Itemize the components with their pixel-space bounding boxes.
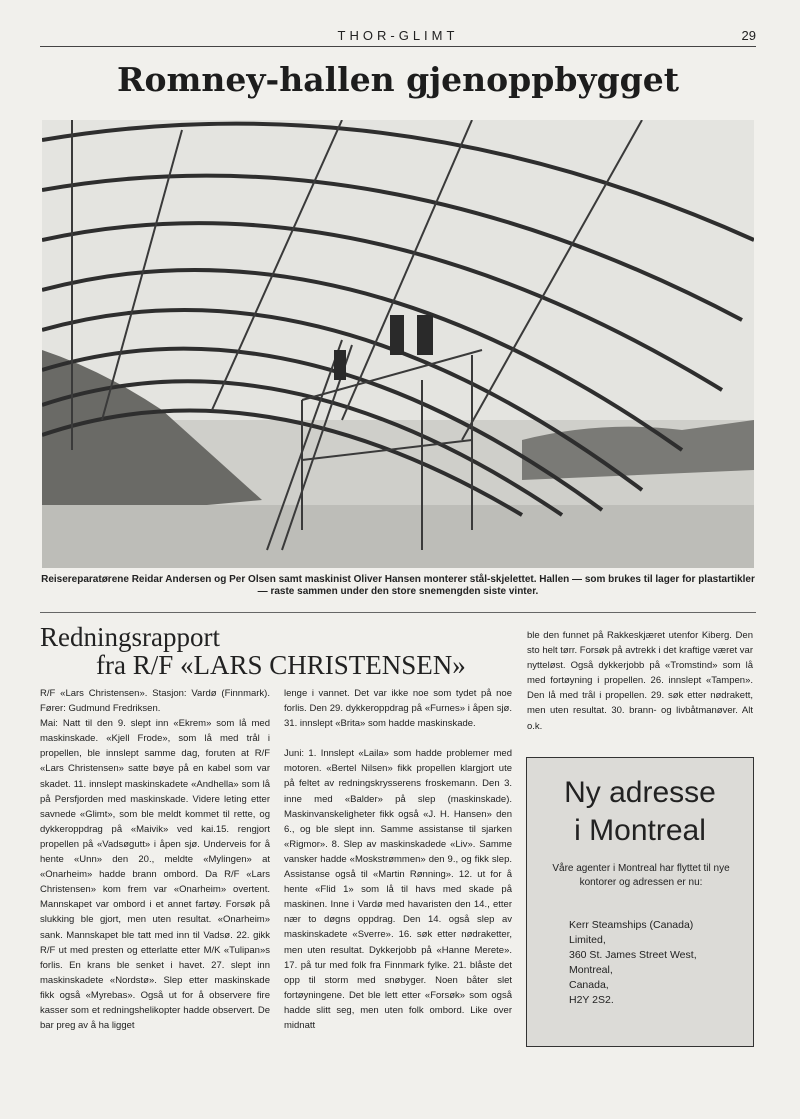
paragraph: Juni: 1. Innslept «Laila» som hadde problemer med motoren. «Bertel Nilsen» fikk propellen klargjort ute på feltet av redningskrysserens froskemann. Den 3. inne med «Balder» på slep (maskinskade). Maskinvanskeligheter fikk også «J. H. Hansen» den 6., og ble slept inn. Samme assistanse til sjarken «Rigmor». 8. Slep av maskinskadede «Liv». Samme vansker hadde «Moskstrømmen» den 9., og fikk slep. Assistanse også til «Martin Rønning». 12. ut for å hente «Flid 1» som lå til havs med skade på maskinen. Inne i Vardø med havaristen den 14., etter nær to døgns oppdrag. Den 14. også slep av maskinskadete «Sverre». 16. søk etter nødraketter, men uten resultat. Dykkerjobb på «Hanne Merete». 17. på tur med folk fra Finnmark fylke. 21. blåste det opp til storm med snøbyger. Noen båter slet fortøyningene. Det ble lett etter «Forsøk» som også hadde slitt seg, men uten folk ombord. Like over midnatt (284, 748, 512, 1031)
page-number: 29 (741, 28, 756, 43)
new-address-notice (526, 757, 754, 1047)
report-column-1 (40, 686, 270, 1033)
notice-address (569, 918, 697, 1008)
notice-title-line1: Ny adresse (564, 776, 716, 809)
photo-caption: Reisereparatørene Reidar Andersen og Per Olsen samt maskinist Oliver Hansen monterer stål-skjelettet. Hallen — som brukes til lager for plastartikler — raste sammen under den store snemengden siste vinter. (41, 574, 755, 597)
address-line: H2Y 2S2. (569, 994, 614, 1006)
paragraph: Mai: Natt til den 9. slept inn «Ekrem» som lå med maskinskade. «Kjell Frode», som lå med trål i propellen, ble innslept samme dag, foruten at R/F «Lars Christensen» satte bøye på en kabel som var skadet. 11. innslept maskinskadete «Andhella» som lå på Persfjorden med maskinskade. Videre leting etter savnede «Glimt», som ble meldt kommet til rette, og dykkeroppdrag på «Maivik» ved kai.15. rengjort propellen på «Vadsøgutt» i åpen sjø. Underveis for å hente «Unn» den 20., meldte «Mylingen» at «Onarheim» hadde brann ombord. Da R/F «Lars Christensen» kom frem var «Onarheim» overtent. Mannskapet var ombord i et annet fartøy. Forsøk på slukking ble gjort, men uten resultat. «Onarheim» sank. Mannskapet ble tatt med inn til Vadsø. 22. gikk R/F ut med presten og etterlatte etter M/K «Tulipan»s forlis. En krans ble senket i havet. 27. slept inn maskinskadete «Nordstø». Slep etter maskinskade fikk også «Myrebas». Også ut for å observere fire kasser som et redningshelikopter hadde observert. De bar preg av å ha ligget (40, 718, 270, 1032)
hall-construction-photo (42, 120, 754, 568)
paragraph: ble den funnet på Rakkeskjæret utenfor Kiberg. Den sto helt tørr. Forsøk på avtrekk i det kraftige været var nytteløst. Også dykkerjobb på «Tromstind» som lå med fortøyning i propellen. 26. innslept «Tampen». Den lå med trål i propellen. 29. søk etter nødrakett, men uten resultat. 30. brann- og livbåtmanøver. Alt o.k. (527, 630, 753, 732)
report-title-line2: fra R/F «LARS CHRISTENSEN» (96, 650, 466, 680)
report-title-line1: Redningsrapport (40, 622, 220, 652)
notice-title (527, 774, 753, 850)
paragraph: lenge i vannet. Det var ikke noe som tydet på noe forlis. Den 29. dykkeroppdrag på «Furnes» i åpen sjø. 31. innslept «Brita» som hadde maskinskade. (284, 688, 512, 730)
report-column-2 (284, 686, 512, 1033)
address-line: 360 St. James Street West, (569, 949, 697, 961)
notice-intro: Våre agenter i Montreal har flyttet til nye kontorer og adressen er nu: (552, 863, 730, 888)
report-column-3 (527, 628, 753, 734)
address-line: Montreal, (569, 964, 613, 976)
address-line: Limited, (569, 934, 606, 946)
running-header (40, 26, 756, 47)
paragraph: R/F «Lars Christensen». Stasjon: Vardø (Finnmark). Fører: Gudmund Fredriksen. (40, 688, 270, 715)
magazine-name: THOR-GLIMT (337, 28, 459, 43)
section-divider (40, 612, 756, 613)
address-line: Kerr Steamships (Canada) (569, 919, 694, 931)
address-line: Canada, (569, 979, 609, 991)
article-headline: Romney-hallen gjenoppbygget (117, 60, 679, 99)
notice-title-line2: i Montreal (574, 814, 706, 847)
